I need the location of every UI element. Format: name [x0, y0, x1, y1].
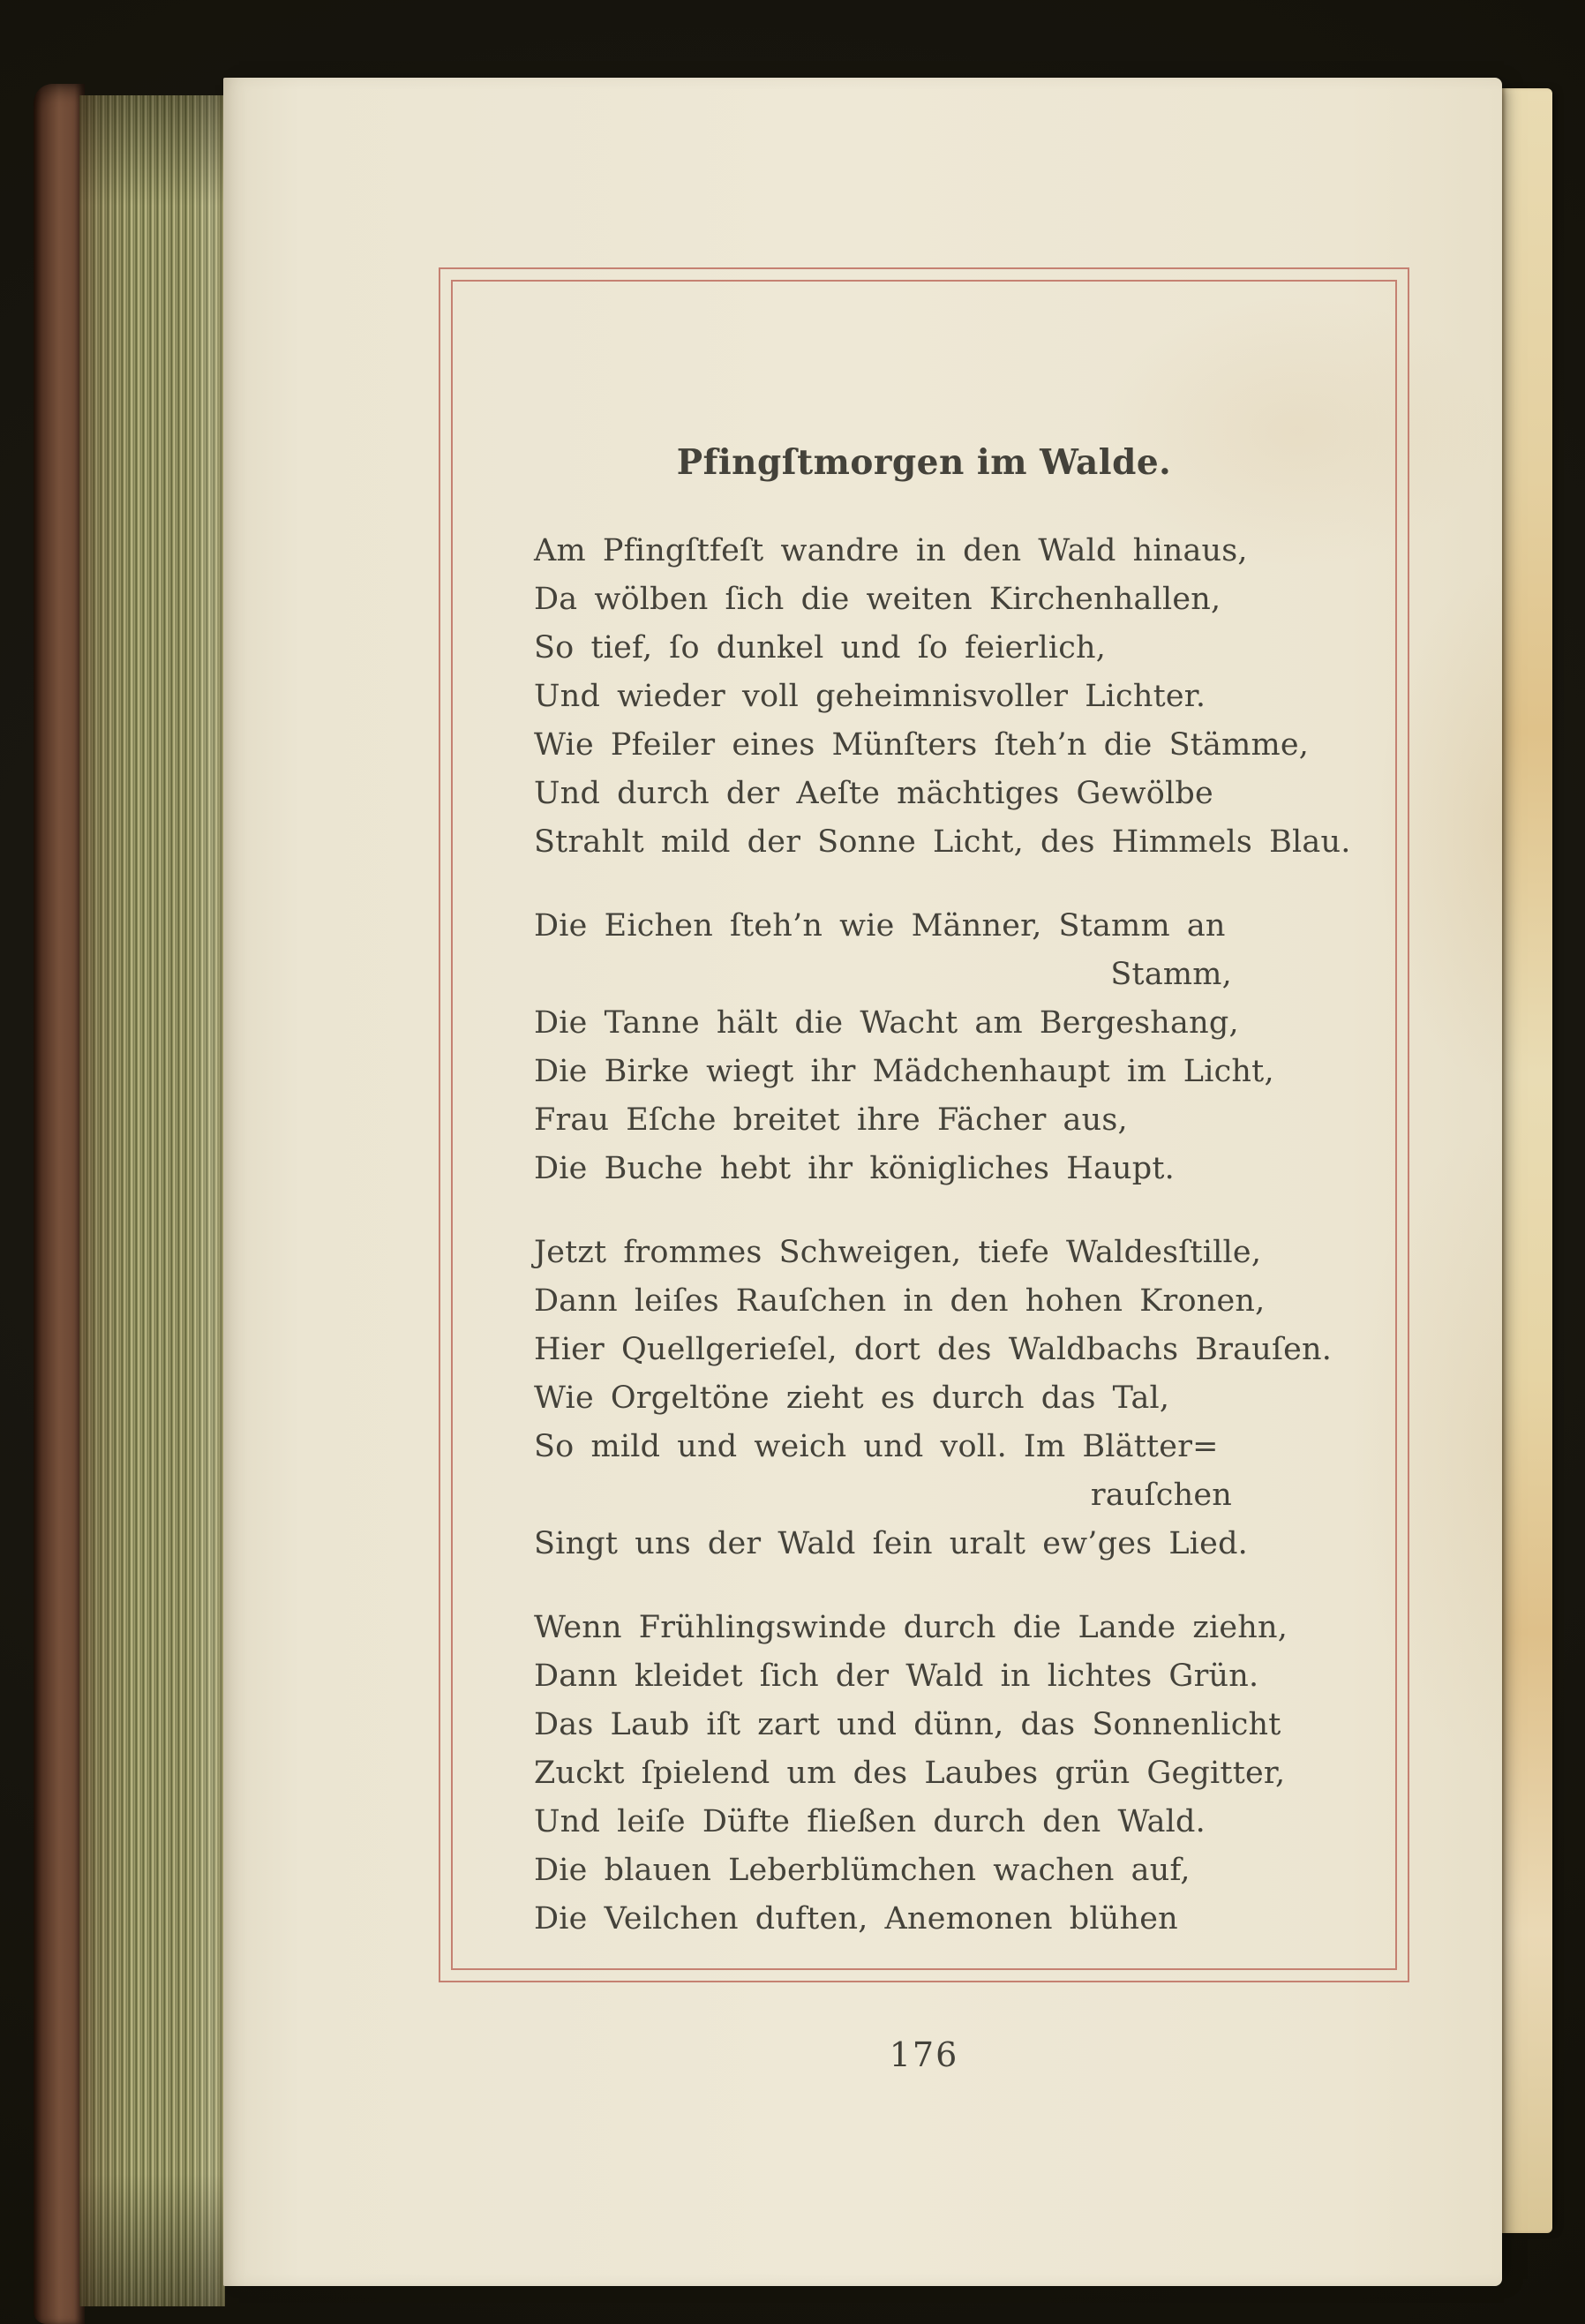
poem-line: Die Veilchen duften, Anemonen blühen — [534, 1901, 1178, 1937]
poem-line: rauſchen — [1090, 1478, 1232, 1513]
ornamental-frame-inner — [451, 280, 1397, 1970]
poem-line: Singt uns der Wald ſein uralt ew’ges Lied. — [534, 1526, 1249, 1561]
poem-line: Die blauen Leberblümchen wachen auf, — [534, 1853, 1191, 1888]
poem-line: Wenn Frühlingswinde durch die Lande ziehn, — [534, 1610, 1288, 1645]
page-number: 176 — [889, 2035, 959, 2074]
poem-line: Stamm, — [1110, 957, 1232, 992]
book-page-edges — [79, 95, 225, 2306]
poem-line: So mild und weich und voll. Im Blätter= — [534, 1429, 1219, 1464]
stanza — [534, 1229, 1347, 1568]
stanza — [534, 1604, 1347, 1944]
poem-title: Pfingſtmorgen im Walde. — [676, 442, 1172, 483]
book-spine — [34, 84, 85, 2324]
poem-line: Dann kleidet ſich der Wald in lichtes Grün. — [534, 1658, 1259, 1694]
poem-line: Die Buche hebt ihr königliches Haupt. — [534, 1151, 1175, 1186]
poem-line: Wie Orgeltöne zieht es durch das Tal, — [534, 1380, 1170, 1416]
poem-line: Zuckt ſpielend um des Laubes grün Gegitter, — [534, 1756, 1286, 1791]
poem-line: Am Pfingſtfeſt wandre in den Wald hinaus, — [534, 533, 1248, 568]
poem-line: Und durch der Aeſte mächtiges Gewölbe — [534, 776, 1213, 811]
next-page-edge — [1502, 88, 1552, 2233]
poem-line: So tief, ſo dunkel und ſo feierlich, — [534, 630, 1107, 666]
poem-line: Dann leiſes Rauſchen in den hohen Kronen, — [534, 1283, 1266, 1319]
poem-line: Die Eichen ſteh’n wie Männer, Stamm an — [534, 908, 1226, 944]
poem-stanzas — [453, 527, 1395, 1944]
poem-line: Das Laub iſt zart und dünn, das Sonnenlicht — [534, 1707, 1281, 1742]
poem-line: Hier Quellgerieſel, dort des Waldbachs Brauſen. — [534, 1332, 1333, 1367]
poem-line: Strahlt mild der Sonne Licht, des Himmels Blau. — [534, 824, 1351, 860]
poem-line: Und wieder voll geheimnisvoller Lichter. — [534, 679, 1206, 714]
poem-line: Da wölben ſich die weiten Kirchenhallen, — [534, 582, 1221, 617]
poem-line: Wie Pfeiler eines Münſters ſteh’n die Stämme, — [534, 727, 1310, 763]
stanza — [534, 527, 1351, 867]
poem-line: Jetzt frommes Schweigen, tiefe Waldesſtille, — [534, 1235, 1262, 1270]
poem-line: Die Tanne hält die Wacht am Bergeshang, — [534, 1005, 1239, 1041]
poem-line: Die Birke wiegt ihr Mädchenhaupt im Licht, — [534, 1054, 1274, 1089]
poem-line: Frau Eſche breitet ihre Fächer aus, — [534, 1102, 1128, 1138]
stanza — [534, 902, 1347, 1193]
poem-line: Und leiſe Düfte fließen durch den Wald. — [534, 1804, 1206, 1839]
ornamental-frame — [439, 267, 1409, 1982]
book-page — [223, 78, 1502, 2286]
